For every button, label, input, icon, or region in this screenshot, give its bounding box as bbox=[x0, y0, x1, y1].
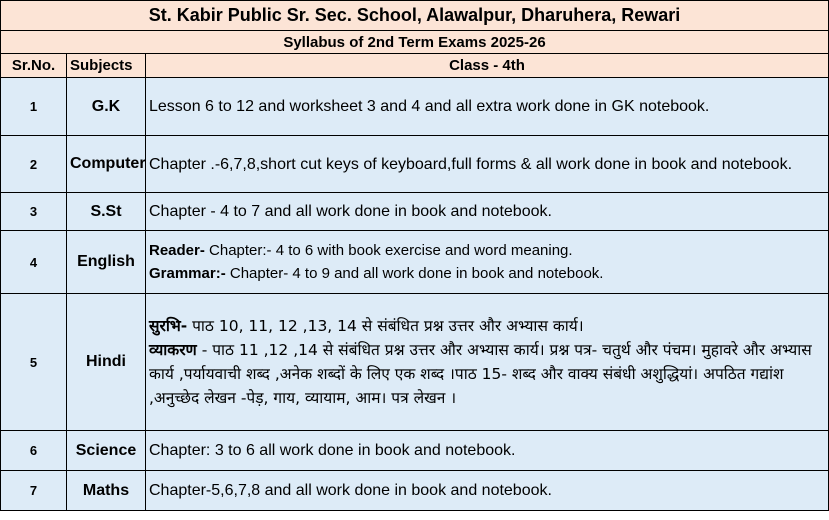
column-header-subjects: Subjects bbox=[67, 54, 146, 78]
table-row bbox=[1, 294, 829, 431]
row-sr-number: 3 bbox=[1, 193, 67, 231]
row-sr-number: 5 bbox=[1, 294, 67, 431]
row-syllabus-detail: Chapter-5,6,7,8 and all work done in book and notebook. bbox=[146, 471, 829, 511]
grammar-text: Chapter- 4 to 9 and all work done in book and notebook. bbox=[225, 265, 604, 282]
row-subject: Hindi bbox=[67, 294, 146, 431]
row-syllabus-detail: Lesson 6 to 12 and worksheet 3 and 4 and all extra work done in GK notebook. bbox=[146, 78, 829, 136]
row-sr-number: 6 bbox=[1, 431, 67, 471]
row-sr-number: 7 bbox=[1, 471, 67, 511]
reader-label: Reader- bbox=[149, 242, 205, 259]
column-header-sr: Sr.No. bbox=[1, 54, 67, 78]
surabhi-label: सुरभि- bbox=[149, 317, 188, 335]
column-header-row bbox=[1, 54, 829, 78]
row-sr-number: 4 bbox=[1, 231, 67, 294]
school-name: St. Kabir Public Sr. Sec. School, Alawalpur, Dharuhera, Rewari bbox=[1, 1, 829, 31]
vyakaran-label: व्याकरण bbox=[149, 341, 197, 359]
row-sr-number: 2 bbox=[1, 136, 67, 193]
table-row bbox=[1, 431, 829, 471]
row-subject: Computer bbox=[67, 136, 146, 193]
english-grammar-line bbox=[149, 262, 825, 285]
surabhi-text: पाठ 10, 11, 12 ,13, 14 से संबंधित प्रश्न उत्तर और अभ्यास कार्य। bbox=[187, 317, 584, 335]
exam-title-row bbox=[1, 31, 829, 54]
row-syllabus-detail: Chapter: 3 to 6 all work done in book and notebook. bbox=[146, 431, 829, 471]
row-subject: English bbox=[67, 231, 146, 294]
row-sr-number: 1 bbox=[1, 78, 67, 136]
row-subject: Science bbox=[67, 431, 146, 471]
table-row bbox=[1, 136, 829, 193]
row-syllabus-detail bbox=[146, 231, 829, 294]
english-reader-line bbox=[149, 239, 825, 262]
hindi-vyakaran-line bbox=[149, 338, 825, 410]
grammar-label: Grammar:- bbox=[149, 265, 226, 282]
hindi-surabhi-line bbox=[149, 314, 825, 338]
table-row bbox=[1, 193, 829, 231]
exam-title: Syllabus of 2nd Term Exams 2025-26 bbox=[1, 31, 829, 54]
row-subject: Maths bbox=[67, 471, 146, 511]
reader-text: Chapter:- 4 to 6 with book exercise and word meaning. bbox=[204, 242, 573, 259]
table-row bbox=[1, 231, 829, 294]
table-row bbox=[1, 78, 829, 136]
row-syllabus-detail: Chapter - 4 to 7 and all work done in book and notebook. bbox=[146, 193, 829, 231]
row-subject: G.K bbox=[67, 78, 146, 136]
column-header-class: Class - 4th bbox=[146, 54, 829, 78]
school-name-row bbox=[1, 1, 829, 31]
vyakaran-text: - पाठ 11 ,12 ,14 से संबंधित प्रश्न उत्तर और अभ्यास कार्य। प्रश्न पत्र- चतुर्थ और पंचम। मुहावरे और अभ्यास कार्य ,पर्यायवाची शब्द ,अनेक शब्दों के लिए एक शब्द ।पाठ 15- शब्द और वाक्य संबंधी अशुद्धियां। अपठित गद्यांश ,अनुच्छेद लेखन -पेड़, गाय, व्यायाम, आम। पत्र लेखन । bbox=[149, 341, 812, 407]
table-row bbox=[1, 471, 829, 511]
row-syllabus-detail bbox=[146, 294, 829, 431]
row-subject: S.St bbox=[67, 193, 146, 231]
row-syllabus-detail: Chapter .-6,7,8,short cut keys of keyboard,full forms & all work done in book and notebook. bbox=[146, 136, 829, 193]
